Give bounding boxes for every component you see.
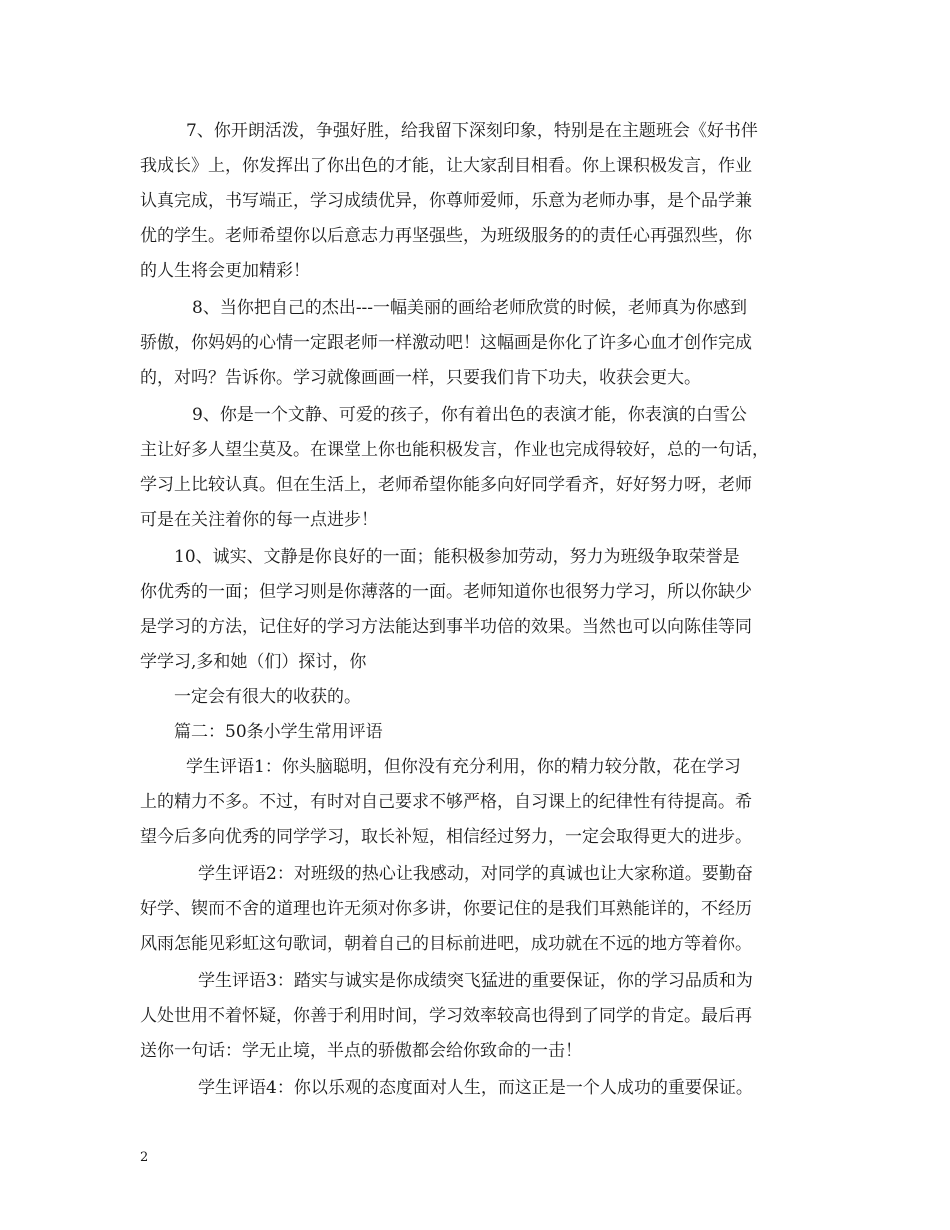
text-line: 7、你开朗活泼，争强好胜，给我留下深刻印象，特别是在主题班会《好书伴 <box>186 121 758 141</box>
paragraph-closing <box>140 680 820 715</box>
text-line: 风雨怎能见彩虹这句歌词，朝着自己的目标前进吧，成功就在不远的地方等着你。 <box>140 934 752 954</box>
text-line: 学生评语4：你以乐观的态度面对人生，而这正是一个人成功的重要保证。 <box>198 1078 753 1098</box>
text-line: 送你一句话：学无止境，半点的骄傲都会给你致命的一击！ <box>140 1041 582 1061</box>
paragraph-student-comment-3 <box>140 964 820 1069</box>
text-line: 学生评语3：踏实与诚实是你成绩突飞猛进的重要保证，你的学习品质和为 <box>198 971 753 991</box>
text-line: 骄傲，你妈妈的心情一定跟老师一样激动吧！这幅画是你化了许多心血才创作完成 <box>140 333 752 353</box>
text-line: 你优秀的一面；但学习则是你薄落的一面。老师知道你也很努力学习，所以你缺少 <box>140 582 752 602</box>
paragraph-student-comment-2 <box>140 857 820 962</box>
text-line: 认真完成，书写端正，学习成绩优异，你尊师爱师，乐意为老师办事，是个品学兼 <box>140 191 752 211</box>
text-line: 学学习,多和她（们）探讨，你 <box>140 652 367 672</box>
text-line: 我成长》上，你发挥出了你出色的才能，让大家刮目相看。你上课积极发言，作业 <box>140 156 752 176</box>
paragraph-comment-10 <box>140 540 820 680</box>
section-heading <box>140 715 820 750</box>
text-line: 的，对吗？告诉你。学习就像画画一样，只要我们肯下功夫，收获会更大。 <box>140 368 701 388</box>
text-line: 8、当你把自己的杰出---一幅美丽的画给老师欣赏的时候，老师真为你感到 <box>192 298 748 318</box>
text-line: 一定会有很大的收获的。 <box>174 687 361 707</box>
text-line: 9、你是一个文静、可爱的孩子，你有着出色的表演才能，你表演的白雪公 <box>192 405 747 425</box>
text-line: 上的精力不多。不过，有时对自己要求不够严格，自习课上的纪律性有待提高。希 <box>140 792 752 812</box>
text-line: 学生评语1：你头脑聪明，但你没有充分利用，你的精力较分散，花在学习 <box>186 757 741 777</box>
paragraph-student-comment-1 <box>140 750 820 855</box>
text-line: 望今后多向优秀的同学学习，取长补短，相信经过努力，一定会取得更大的进步。 <box>140 827 752 847</box>
document-body <box>140 114 820 1106</box>
text-line: 10、诚实、文静是你良好的一面；能积极参加劳动，努力为班级争取荣誉是 <box>174 547 740 567</box>
text-line: 优的学生。老师希望你以后意志力再坚强些，为班级服务的的责任心再强烈些，你 <box>140 226 752 246</box>
text-line: 可是在关注着你的每一点进步！ <box>140 510 378 530</box>
text-line: 好学、锲而不舍的道理也许无须对你多讲，你要记住的是我们耳熟能详的，不经历 <box>140 899 752 919</box>
text-line: 篇二：50条小学生常用评语 <box>174 722 383 742</box>
text-line: 的人生将会更加精彩！ <box>140 261 310 281</box>
paragraph-comment-7 <box>140 114 820 289</box>
text-line: 人处世用不着怀疑，你善于利用时间，学习效率较高也得到了同学的肯定。最后再 <box>140 1006 752 1026</box>
paragraph-student-comment-4 <box>140 1071 820 1106</box>
page-number: 2 <box>140 1150 149 1165</box>
paragraph-comment-9 <box>140 398 820 538</box>
paragraph-comment-8 <box>140 291 820 396</box>
text-line: 学生评语2：对班级的热心让我感动，对同学的真诚也让大家称道。要勤奋 <box>198 864 753 884</box>
text-line: 学习上比较认真。但在生活上，老师希望你能多向好同学看齐，好好努力呀，老师 <box>140 475 752 495</box>
text-line: 是学习的方法，记住好的学习方法能达到事半功倍的效果。当然也可以向陈佳等同 <box>140 617 752 637</box>
text-line: 主让好多人望尘莫及。在课堂上你也能积极发言，作业也完成得较好，总的一句话， <box>140 440 769 460</box>
